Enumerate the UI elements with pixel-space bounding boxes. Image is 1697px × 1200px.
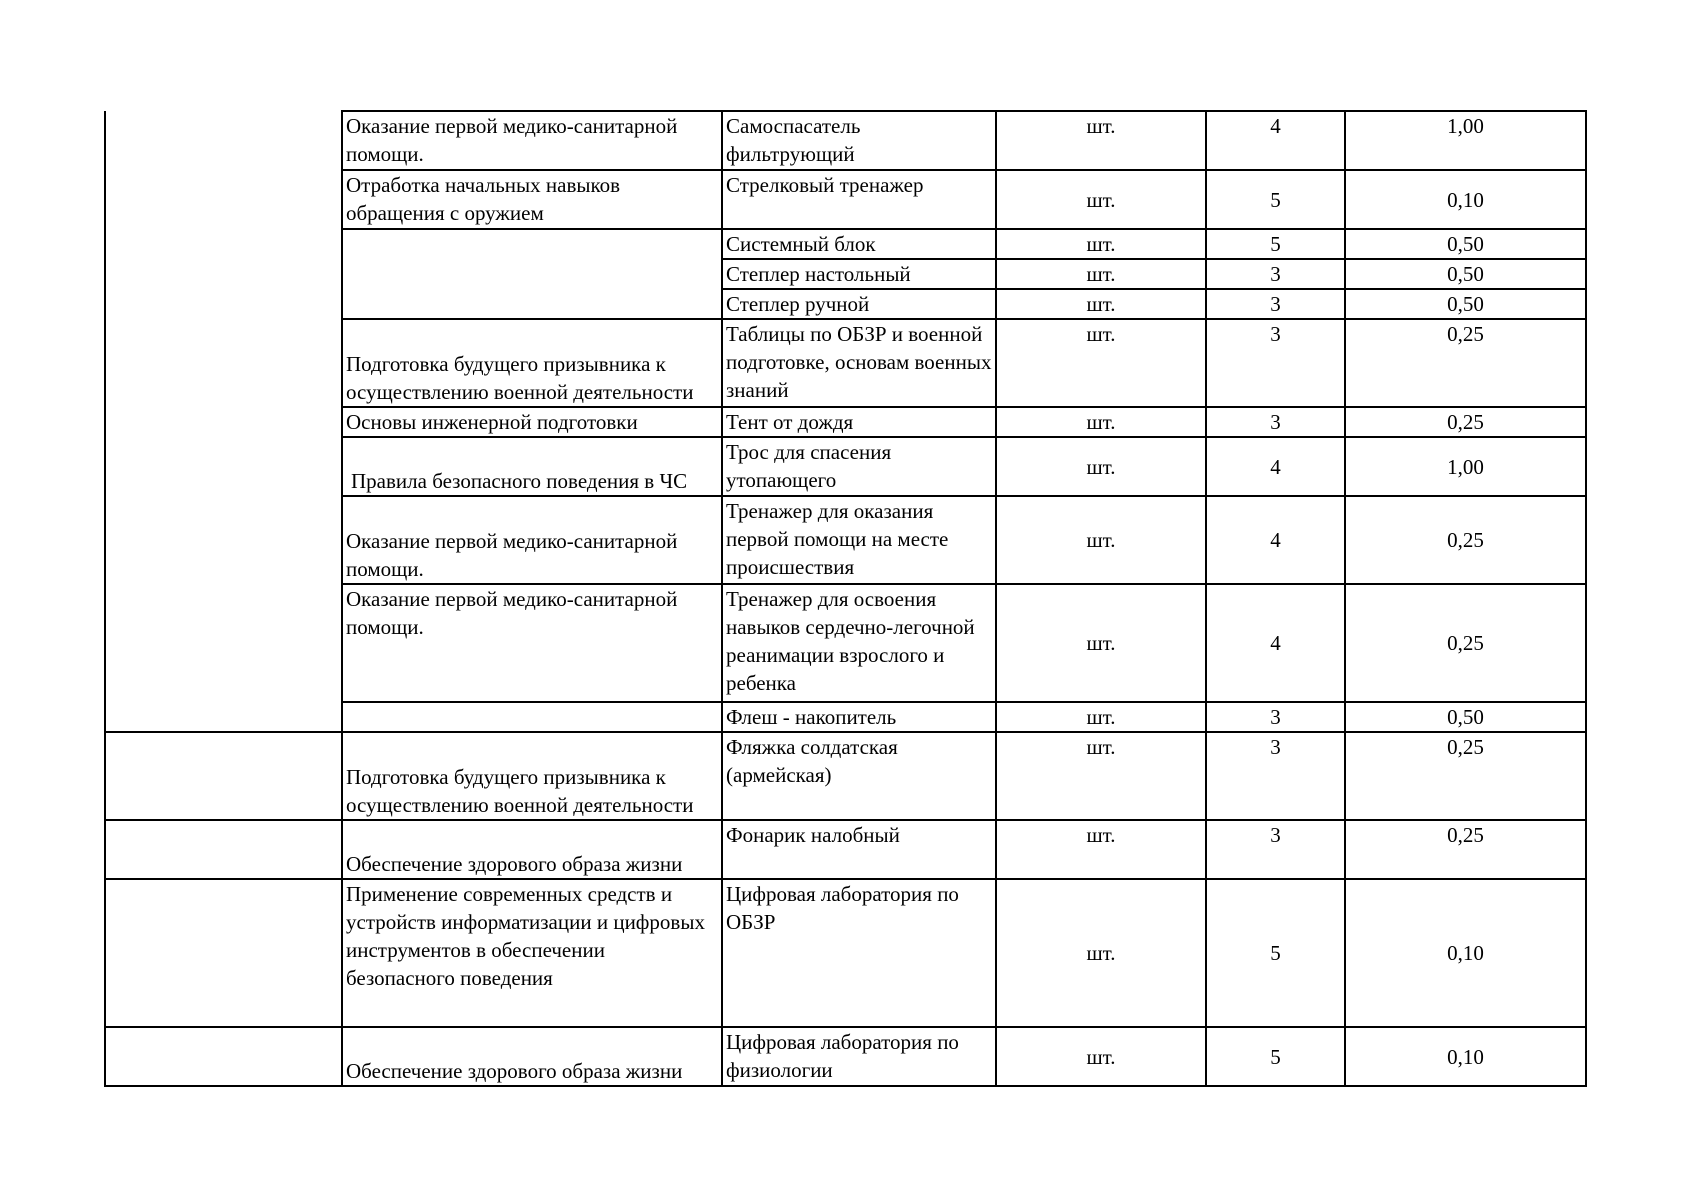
ratio-cell: 0,10	[1345, 879, 1586, 1027]
table-row	[105, 584, 1586, 702]
unit-cell: шт.	[996, 732, 1206, 820]
qty-cell: 4	[1206, 437, 1345, 496]
ratio-cell: 0,50	[1345, 259, 1586, 289]
item-cell: Таблицы по ОБЗР и военной подготовке, основам военных знаний	[722, 319, 996, 407]
topic-cell: Основы инженерной подготовки	[342, 407, 722, 437]
item-cell: Тент от дождя	[722, 407, 996, 437]
ratio-cell: 0,10	[1345, 170, 1586, 229]
ratio-cell: 0,25	[1345, 732, 1586, 820]
item-cell: Степлер ручной	[722, 289, 996, 319]
qty-cell: 3	[1206, 820, 1345, 879]
topic-cell: Подготовка будущего призывника к осуществлению военной деятельности	[342, 732, 722, 820]
qty-cell: 3	[1206, 407, 1345, 437]
empty-cell	[105, 437, 342, 496]
item-cell: Системный блок	[722, 229, 996, 259]
table-row	[105, 229, 1586, 259]
qty-cell: 3	[1206, 259, 1345, 289]
unit-cell: шт.	[996, 111, 1206, 170]
item-cell: Трос для спасения утопающего	[722, 437, 996, 496]
unit-cell: шт.	[996, 820, 1206, 879]
empty-cell	[105, 229, 342, 259]
table-row	[105, 259, 1586, 289]
table-row	[105, 496, 1586, 584]
unit-cell: шт.	[996, 170, 1206, 229]
topic-cell: Отработка начальных навыков обращения с оружием	[342, 170, 722, 229]
empty-cell	[105, 732, 342, 820]
item-cell: Стрелковый тренажер	[722, 170, 996, 229]
empty-cell	[105, 702, 342, 732]
table-row	[105, 170, 1586, 229]
ratio-cell: 0,50	[1345, 229, 1586, 259]
item-cell: Самоспасатель фильтрующий	[722, 111, 996, 170]
empty-cell	[105, 170, 342, 229]
table-row	[105, 111, 1586, 170]
empty-cell	[105, 407, 342, 437]
unit-cell: шт.	[996, 229, 1206, 259]
table-row	[105, 437, 1586, 496]
topic-cell: Правила безопасного поведения в ЧС	[342, 437, 722, 496]
topic-cell: Оказание первой медико-санитарной помощи.	[342, 496, 722, 584]
item-cell: Степлер настольный	[722, 259, 996, 289]
qty-cell: 5	[1206, 170, 1345, 229]
topic-cell: Обеспечение здорового образа жизни	[342, 1027, 722, 1086]
ratio-cell: 0,25	[1345, 407, 1586, 437]
topic-cell: Оказание первой медико-санитарной помощи.	[342, 111, 722, 170]
table-row	[105, 702, 1586, 732]
empty-cell	[105, 820, 342, 879]
item-cell: Цифровая лаборатория по ОБЗР	[722, 879, 996, 1027]
unit-cell: шт.	[996, 437, 1206, 496]
qty-cell: 4	[1206, 584, 1345, 702]
ratio-cell: 0,50	[1345, 289, 1586, 319]
empty-cell	[105, 1027, 342, 1086]
item-cell: Флеш - накопитель	[722, 702, 996, 732]
empty-cell	[105, 584, 342, 702]
qty-cell: 3	[1206, 732, 1345, 820]
item-cell: Фонарик налобный	[722, 820, 996, 879]
unit-cell: шт.	[996, 319, 1206, 407]
qty-cell: 5	[1206, 879, 1345, 1027]
ratio-cell: 0,25	[1345, 820, 1586, 879]
topic-cell: Подготовка будущего призывника к осуществлению военной деятельности	[342, 319, 722, 407]
qty-cell: 4	[1206, 496, 1345, 584]
unit-cell: шт.	[996, 1027, 1206, 1086]
item-cell: Тренажер для оказания первой помощи на месте происшествия	[722, 496, 996, 584]
empty-cell	[105, 496, 342, 584]
item-cell: Цифровая лаборатория по физиологии	[722, 1027, 996, 1086]
topic-cell	[342, 702, 722, 732]
table-row	[105, 879, 1586, 1027]
topic-cell	[342, 229, 722, 319]
topic-cell: Обеспечение здорового образа жизни	[342, 820, 722, 879]
empty-cell	[105, 289, 342, 319]
unit-cell: шт.	[996, 496, 1206, 584]
topic-cell: Применение современных средств и устройств информатизации и цифровых инструментов в обеспечении безопасного поведения	[342, 879, 722, 1027]
table-row	[105, 289, 1586, 319]
empty-cell	[105, 319, 342, 407]
ratio-cell: 1,00	[1345, 111, 1586, 170]
table-row	[105, 407, 1586, 437]
qty-cell: 5	[1206, 1027, 1345, 1086]
ratio-cell: 0,25	[1345, 584, 1586, 702]
unit-cell: шт.	[996, 584, 1206, 702]
qty-cell: 3	[1206, 702, 1345, 732]
item-cell: Тренажер для освоения навыков сердечно-легочной реанимации взрослого и ребенка	[722, 584, 996, 702]
ratio-cell: 1,00	[1345, 437, 1586, 496]
qty-cell: 5	[1206, 229, 1345, 259]
equipment-table	[104, 110, 1587, 1087]
qty-cell: 4	[1206, 111, 1345, 170]
item-cell: Фляжка солдатская (армейская)	[722, 732, 996, 820]
unit-cell: шт.	[996, 289, 1206, 319]
empty-cell	[105, 111, 342, 170]
table-row	[105, 820, 1586, 879]
table-row	[105, 732, 1586, 820]
unit-cell: шт.	[996, 879, 1206, 1027]
ratio-cell: 0,25	[1345, 319, 1586, 407]
ratio-cell: 0,25	[1345, 496, 1586, 584]
table-row	[105, 1027, 1586, 1086]
topic-cell: Оказание первой медико-санитарной помощи.	[342, 584, 722, 702]
unit-cell: шт.	[996, 407, 1206, 437]
ratio-cell: 0,10	[1345, 1027, 1586, 1086]
unit-cell: шт.	[996, 259, 1206, 289]
empty-cell	[105, 879, 342, 1027]
ratio-cell: 0,50	[1345, 702, 1586, 732]
table-row	[105, 319, 1586, 407]
qty-cell: 3	[1206, 319, 1345, 407]
empty-cell	[105, 259, 342, 289]
qty-cell: 3	[1206, 289, 1345, 319]
unit-cell: шт.	[996, 702, 1206, 732]
